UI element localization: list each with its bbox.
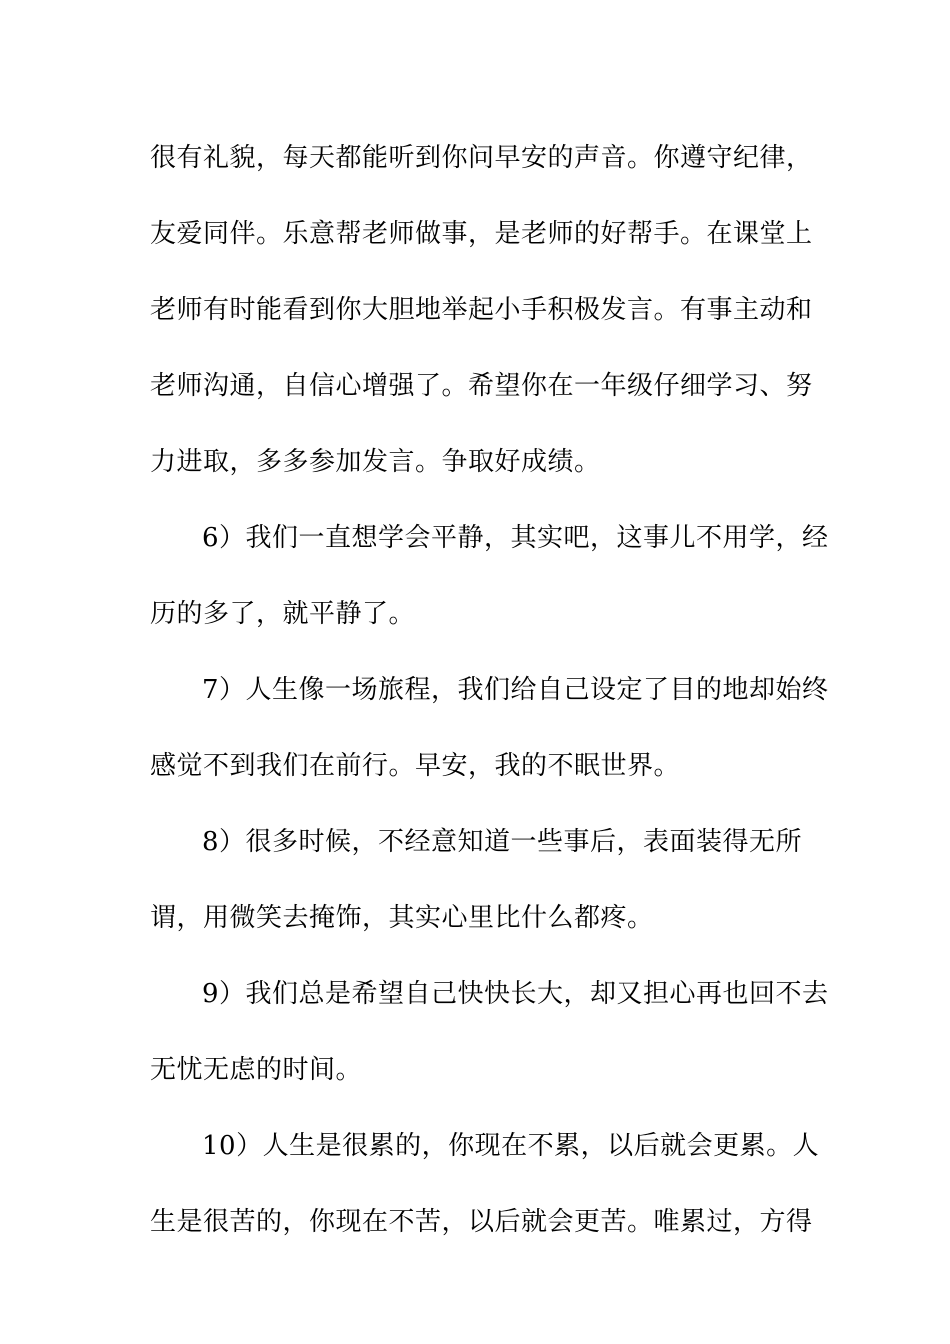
paragraph-item-8 [150,804,810,956]
text-line: 10）人生是很累的，你现在不累，以后就会更累。人 [202,1131,820,1161]
document-body [150,120,829,1260]
paragraph-item-6 [150,500,829,652]
paragraph-item-7 [150,652,829,804]
text-line: 历的多了，就平静了。 [150,599,416,629]
paragraph-item-9 [150,956,829,1108]
paragraph-teacher-comment [150,120,813,500]
text-line: 谓，用微笑去掩饰，其实心里比什么都疼。 [150,903,654,933]
text-line: 生是很苦的，你现在不苦，以后就会更苦。唯累过，方得 [150,1207,813,1237]
text-line: 力进取，多多参加发言。争取好成绩。 [150,447,601,477]
text-line: 老师沟通，自信心增强了。希望你在一年级仔细学习、努 [150,371,813,401]
text-line: 6）我们一直想学会平静，其实吧，这事儿不用学，经 [202,523,829,553]
text-line: 9）我们总是希望自己快快长大，却又担心再也回不去 [202,979,829,1009]
text-line: 很有礼貌，每天都能听到你问早安的声音。你遵守纪律， [150,143,813,173]
text-line: 感觉不到我们在前行。早安，我的不眠世界。 [150,751,681,781]
text-line: 友爱同伴。乐意帮老师做事，是老师的好帮手。在课堂上 [150,219,813,249]
text-line: 8）很多时候，不经意知道一些事后，表面装得无所 [202,827,803,857]
text-line: 老师有时能看到你大胆地举起小手积极发言。有事主动和 [150,295,813,325]
paragraph-item-10 [150,1108,820,1260]
text-line: 7）人生像一场旅程，我们给自己设定了目的地却始终 [202,675,829,705]
text-line: 无忧无虑的时间。 [150,1055,363,1085]
